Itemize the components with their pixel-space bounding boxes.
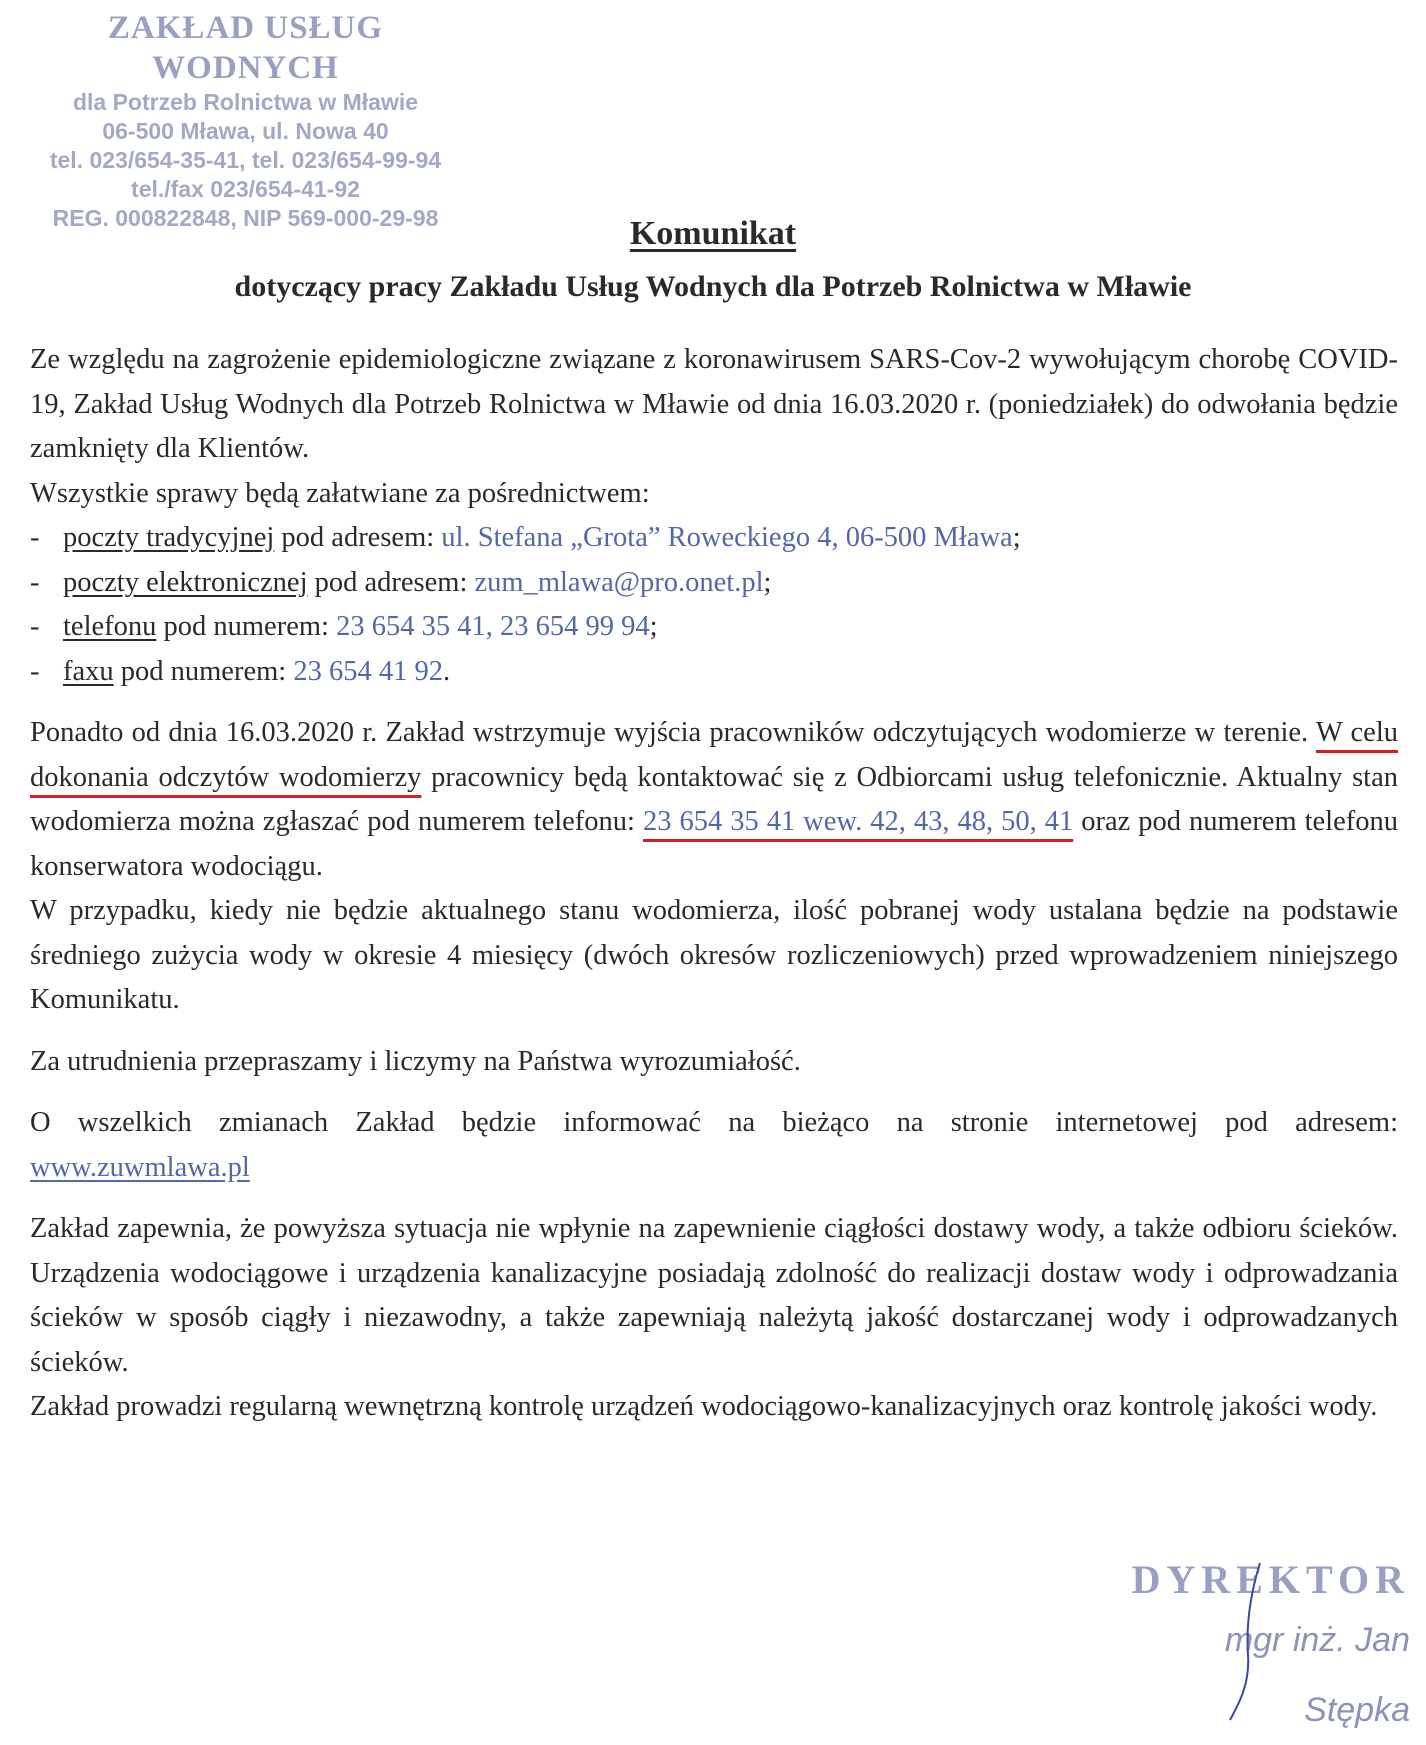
channel-name: faxu: [63, 655, 114, 687]
website-line: [30, 1146, 1398, 1191]
assurance-paragraph: Zakład zapewnia, że powyższa sytuacja nie wpłynie na zapewnienie ciągłości dostawy wody, a także odbioru ścieków. Urządzenia wodociągowe i urządzenia kanalizacyjne posiadają zdolność do realizacji dostaw wody i odprowadzania ścieków w sposób ciągły i niezawodny, a także zapewniają należytą jakość dostarczanej wody i odprowadzanych ścieków.: [30, 1213, 1398, 1378]
channel-end: ;: [649, 611, 658, 642]
changes-paragraph: O wszelkich zmianach Zakład będzie informować na bieżąco na stronie internetowej pod adresem:: [30, 1107, 1398, 1138]
signature-role: DYREKTOR: [1131, 1557, 1410, 1602]
channels-intro: Wszystkie sprawy będą załatwiane za pośrednictwem:: [30, 477, 650, 509]
channel-name: telefonu: [63, 611, 157, 642]
intro-paragraph: Ze względu na zagrożenie epidemiologiczne związane z koronawirusem SARS-Cov-2 wywołującym chorobę COVID-19, Zakład Usług Wodnych dla Potrzeb Rolnictwa w Mławie od dnia 16.03.2020 r. (poniedziałek) do odwołania będzie zamknięty dla Klientów.: [30, 344, 1398, 464]
fax-number: 23 654 41 92: [293, 655, 443, 687]
contact-channels-list: [30, 516, 1398, 694]
highlighted-phrase: W celu dokonania odczytów wodomierzy: [30, 717, 1399, 793]
stamp-line: tel./fax 023/654-41-92: [131, 176, 360, 202]
channel-end: ;: [1012, 522, 1021, 553]
mail-address: ul. Stefana „Grota” Roweckiego 4, 06-500 Mława: [441, 522, 1013, 553]
channel-name: poczty tradycyjnej: [63, 522, 275, 553]
readings-paragraph: [30, 711, 1398, 889]
channel-fax: [30, 650, 1398, 695]
channel-name: poczty elektronicznej: [63, 566, 308, 598]
readings-text: Ponadto od dnia 16.03.2020 r. Zakład wstrzymuje wyjścia pracowników odczytujących wodomierze w terenie.: [30, 717, 1316, 748]
channel-text: pod adresem:: [307, 566, 475, 598]
channel-text: pod numerem:: [156, 611, 337, 642]
control-paragraph: Zakład prowadzi regularną wewnętrzną kontrolę urządzeń wodociągowo-kanalizacyjnych oraz kontrolę jakości wody.: [30, 1391, 1378, 1422]
stamp-line: dla Potrzeb Rolnictwa w Mławie: [72, 89, 419, 115]
stamp-line: tel. 023/654-35-41, tel. 023/654-99-94: [49, 147, 442, 173]
readings-text: oraz pod numerem telefonu konserwatora wodociągu.: [30, 806, 1398, 882]
website-link[interactable]: www.zuwmlawa.pl: [30, 1151, 250, 1183]
channel-phone: [30, 605, 1398, 650]
apology-paragraph: Za utrudnienia przepraszamy i liczymy na Państwa wyrozumiałość.: [30, 1045, 801, 1077]
company-stamp: [18, 8, 473, 233]
channel-end: .: [442, 655, 451, 687]
signature-name: mgr inż. Jan Stępka: [1224, 1621, 1410, 1729]
meter-phone-number: 23 654 35 41 wew. 42, 43, 48, 50, 41: [642, 806, 1074, 837]
stamp-line: 06-500 Mława, ul. Nowa 40: [102, 118, 389, 144]
phone-numbers: 23 654 35 41, 23 654 99 94: [336, 611, 650, 642]
channel-text: pod adresem:: [274, 522, 442, 553]
channel-mail: [30, 516, 1398, 561]
stamp-title: ZAKŁAD USŁUG WODNYCH: [107, 10, 384, 86]
signature-stamp: [1110, 1555, 1410, 1745]
document-body: [30, 338, 1398, 1430]
channel-end: ;: [763, 566, 772, 598]
document-title: Komunikat: [629, 215, 797, 252]
handwritten-signature: [1220, 1555, 1280, 1725]
channel-text: pod numerem:: [113, 655, 294, 687]
document-subtitle: dotyczący pracy Zakładu Usług Wodnych dla Potrzeb Rolnictwa w Mławie: [234, 270, 1192, 303]
stamp-line: REG. 000822848, NIP 569-000-29-98: [52, 205, 439, 231]
channel-email: [30, 561, 1398, 606]
email-link[interactable]: zum_mlawa@pro.onet.pl: [474, 566, 764, 598]
readings-text: pracownicy będą kontaktować się z Odbiorcami usług telefonicznie. Aktualny stan wodomierza można zgłaszać pod numerem telefonu:: [30, 761, 1398, 837]
estimate-paragraph: W przypadku, kiedy nie będzie aktualnego stanu wodomierza, ilość pobranej wody ustalana będzie na podstawie średniego zużycia wody w okresie 4 miesięcy (dwóch okresów rozliczeniowych) przed wprowadzeniem niniejszego Komunikatu.: [30, 895, 1398, 1015]
